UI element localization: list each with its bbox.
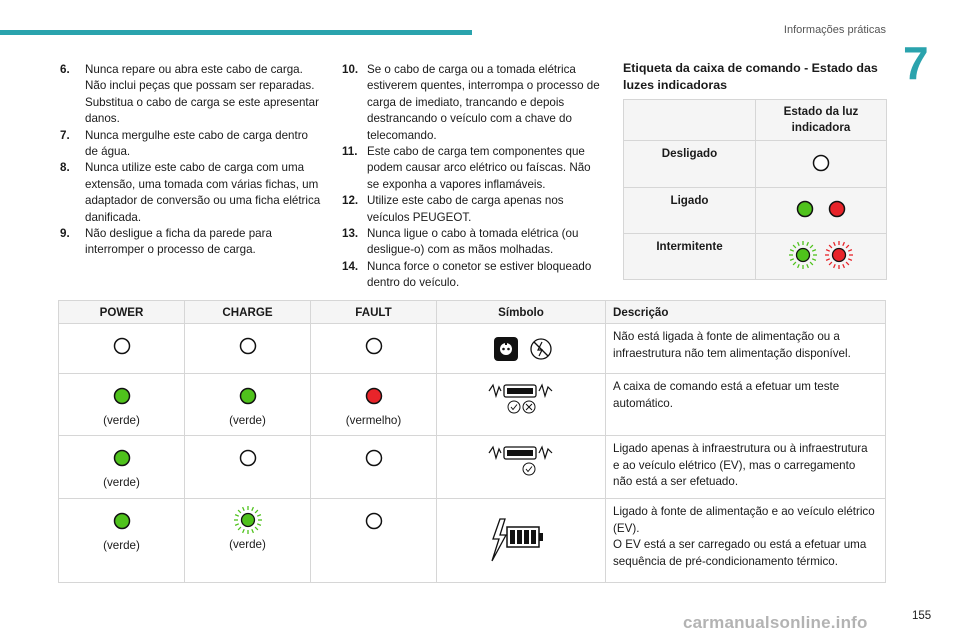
list-item-number: 10.	[342, 63, 359, 76]
power-cell	[59, 436, 185, 499]
description-cell: Não está ligada à fonte de alimentação ou a infraestrutura não tem alimentação disponível.	[606, 324, 886, 374]
lamp-green-blinking-icon	[233, 505, 263, 538]
lamp-off-icon	[365, 512, 383, 533]
lamp-green-icon	[796, 200, 814, 221]
description-cell: Ligado à fonte de alimentação e ao veículo elétrico (EV). O EV está a ser carregado ou está a efetuar uma sequência de pré-condicionamento térmico.	[606, 499, 886, 583]
column-header-symbol: Símbolo	[437, 301, 606, 324]
list-item-text: Não desligue a ficha da parede para interromper o processo de carga.	[85, 227, 272, 257]
charge-cell	[185, 374, 311, 436]
lamp-color-label: (vermelho)	[345, 414, 402, 427]
safety-list-middle	[342, 62, 604, 292]
list-item-text: Nunca mergulhe este cabo de carga dentro de água.	[85, 128, 308, 159]
safety-list-left	[60, 62, 322, 259]
list-item-text: Se o cabo de carga ou a tomada elétrica estiverem quentes, interrompa o processo de carga de imediato, trancando e depois destrancando o veículo com a chave do telecomando.	[367, 63, 600, 142]
list-item-number: 7.	[60, 128, 70, 142]
row-label: Desligado	[624, 141, 756, 188]
list-item-number: 9.	[60, 227, 70, 241]
table-row	[624, 141, 887, 188]
list-item-text: Nunca force o conetor se estiver bloqueado dentro do veículo.	[367, 259, 592, 290]
column-header-description: Descrição	[606, 301, 886, 324]
list-item-text: Nunca utilize este cabo de carga com uma extensão, uma tomada com várias fichas, um adaptador de conversão ou uma ficha elétrica danificada.	[85, 161, 321, 224]
indicator-state-table	[623, 99, 887, 280]
list-item-number: 14.	[342, 259, 359, 273]
list-item-text: Nunca repare ou abra este cabo de carga. Não inclui peças que possam ser reparadas. Substitua o cabo de carga se este apresentar danos.	[85, 63, 319, 126]
table-row	[624, 188, 887, 234]
symbol-cell	[437, 499, 606, 583]
battery-charging-icon	[486, 515, 556, 565]
row-label: Ligado	[624, 188, 756, 234]
table-row	[59, 499, 886, 583]
power-cell	[59, 499, 185, 583]
symbol-cell	[437, 436, 606, 499]
lamp-color-label: (verde)	[229, 414, 266, 427]
column-header-power: POWER	[59, 301, 185, 324]
fault-cell	[311, 436, 437, 499]
lamp-green-icon	[113, 387, 131, 408]
control-box-self-test-icon	[486, 382, 556, 416]
charge-cell	[185, 499, 311, 583]
fault-cell	[311, 374, 437, 436]
table-row	[59, 436, 886, 499]
lamp-green-blinking-icon	[788, 240, 818, 273]
section-title: Informações práticas	[783, 24, 886, 36]
table-header-blank	[624, 100, 756, 141]
power-cell	[59, 374, 185, 436]
list-item	[342, 193, 604, 226]
lamp-green-icon	[113, 449, 131, 470]
lamp-red-icon	[365, 387, 383, 408]
lamp-off-icon	[113, 337, 131, 358]
fault-cell	[311, 499, 437, 583]
watermark: carmanualsonline.info	[683, 613, 868, 632]
column-header-fault: FAULT	[311, 301, 437, 324]
chapter-number: 7	[903, 37, 929, 89]
charge-cell	[185, 436, 311, 499]
symbol-cell	[437, 374, 606, 436]
table-row	[624, 234, 887, 280]
list-item-text: Utilize este cabo de carga apenas nos veículos PEUGEOT.	[367, 194, 564, 224]
charge-cell	[185, 324, 311, 374]
lamp-cell	[756, 234, 887, 280]
lamp-color-label: (verde)	[103, 539, 140, 552]
lamp-red-icon	[828, 200, 846, 221]
lamp-off-icon	[812, 154, 830, 175]
list-item	[342, 144, 604, 193]
list-item	[60, 62, 322, 128]
row-label: Intermitente	[624, 234, 756, 280]
list-item-text: Nunca ligue o cabo à tomada elétrica (ou desligue-o) com as mãos molhadas.	[367, 227, 579, 257]
symbol-cell	[437, 324, 606, 374]
list-item	[60, 160, 322, 226]
lamp-off-icon	[239, 337, 257, 358]
lamp-color-label: (verde)	[103, 476, 140, 489]
label-section-title: Etiqueta da caixa de comando - Estado das luzes indicadoras	[623, 61, 878, 92]
list-item	[60, 128, 322, 161]
lamp-color-label: (verde)	[103, 414, 140, 427]
list-item	[342, 226, 604, 259]
description-cell: Ligado apenas à infraestrutura ou à infraestrutura e ao veículo elétrico (EV), mas o carregamento não está a ser efetuado.	[606, 436, 886, 499]
charging-status-table	[58, 300, 886, 583]
lamp-color-label: (verde)	[229, 538, 266, 551]
power-cell	[59, 324, 185, 374]
table-header: Estado da luz indicadora	[756, 100, 887, 141]
table-row	[59, 324, 886, 374]
list-item-number: 8.	[60, 161, 70, 175]
column-header-charge: CHARGE	[185, 301, 311, 324]
lamp-red-blinking-icon	[824, 240, 854, 273]
page-number: 155	[912, 610, 932, 622]
list-item-text: Este cabo de carga tem componentes que podem causar arco elétrico ou faíscas. Não se exponha a vapores inflamáveis.	[367, 145, 591, 191]
list-item	[60, 226, 322, 259]
lamp-green-icon	[113, 512, 131, 533]
list-item-number: 13.	[342, 227, 359, 241]
header-accent-bar	[0, 30, 472, 35]
table-row	[59, 374, 886, 436]
list-item-number: 11.	[342, 145, 358, 159]
fault-cell	[311, 324, 437, 374]
lamp-cell	[756, 188, 887, 234]
lamp-off-icon	[239, 449, 257, 470]
list-item-number: 6.	[60, 63, 70, 76]
lamp-off-icon	[365, 449, 383, 470]
description-cell: A caixa de comando está a efetuar um teste automático.	[606, 374, 886, 436]
list-item-number: 12.	[342, 194, 359, 208]
lamp-off-icon	[365, 337, 383, 358]
list-item	[342, 62, 604, 144]
control-box-connected-icon	[486, 444, 556, 478]
lamp-green-icon	[239, 387, 257, 408]
list-item	[342, 259, 604, 292]
lamp-cell	[756, 141, 887, 188]
plug-no-power-icon	[486, 334, 556, 364]
